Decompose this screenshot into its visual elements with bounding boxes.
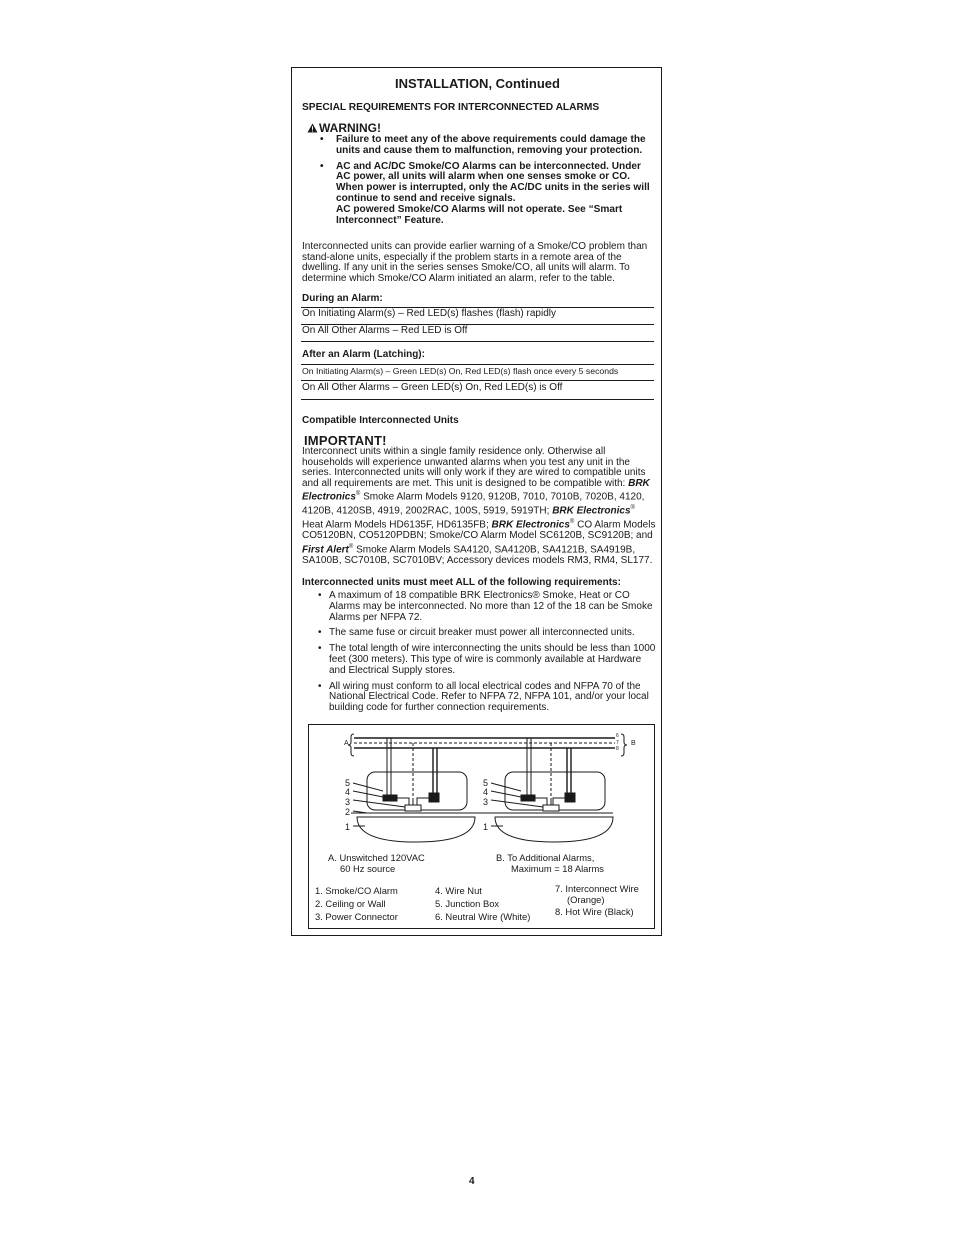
divider xyxy=(301,364,654,365)
during-alarm-row: On Initiating Alarm(s) – Red LED(s) flashes (flash) rapidly xyxy=(302,308,556,319)
divider xyxy=(301,399,654,400)
wire-number: 8 xyxy=(616,746,619,752)
after-alarm-row: On Initiating Alarm(s) – Green LED(s) On, Red LED(s) flash once every 5 seconds xyxy=(302,366,619,376)
page-title: INSTALLATION, Continued xyxy=(395,76,560,91)
callout-number: 4 xyxy=(483,787,489,797)
wiring-diagram xyxy=(308,724,655,929)
callout-number: 5 xyxy=(483,778,489,788)
divider xyxy=(301,341,654,342)
important-label: IMPORTANT! xyxy=(304,433,387,448)
list-item: • The same fuse or circuit breaker must power all interconnected units. xyxy=(318,627,635,639)
callout-number: 2 xyxy=(345,807,351,817)
important-paragraph: Interconnect units within a single family residence only. Otherwise all households will experience unwanted alarms when you test any unit in the series. Interconnected units will only work if they are wired to compatible units and all requirements are met. This unit is designed to be compatible with: BRK Electronics® Smoke Alarm Models 9120, 9120B, 7010, 7010B, 7020B, 4120, 4120B, 4120SB, 4919, 2002RAC, 100S, 5919, 5919TH; BRK Electronics® Heat Alarm Models HD6135F, HD6135FB; BRK Electronics® CO Alarm Models CO5120BN, CO5120PDBN; Smoke/CO Alarm Model SC6120B, SC9120B; and First Alert® Smoke Alarm Models SA4120, SA4120B, SA4121B, SA4919B, SA100B, SC7010B, SC7010BV; Accessory devices models RM3, RM4, SL177. xyxy=(302,446,656,566)
caption-b: B. To Additional Alarms, Maximum = 18 Alarms xyxy=(496,852,604,874)
callout-number: 5 xyxy=(345,778,351,788)
instruction-panel xyxy=(291,67,662,936)
after-alarm-row: On All Other Alarms – Green LED(s) On, Red LED(s) is Off xyxy=(302,382,563,393)
requirements-list xyxy=(318,591,658,719)
warning-bullet: • Failure to meet any of the above requirements could damage the units and cause them to malfunction, removing your protection. xyxy=(320,134,646,156)
legend-column: 1. Smoke/CO Alarm 2. Ceiling or Wall 3. Power Connector xyxy=(315,885,398,922)
legend-column: 7. Interconnect Wire (Orange) 8. Hot Wire (Black) xyxy=(555,883,639,917)
list-item: • A maximum of 18 compatible BRK Electronics® Smoke, Heat or CO Alarms may be interconnected. No more than 12 of the 18 can be Smoke Alarms per NFPA 72. xyxy=(318,590,653,623)
divider xyxy=(301,380,654,381)
list-item: • The total length of wire interconnecting the units should be less than 1000 feet (300 meters). This type of wire is commonly available at Hardware and Electrical Supply stores. xyxy=(318,643,656,676)
caption-a: A. Unswitched 120VAC 60 Hz source xyxy=(328,852,425,874)
intro-paragraph: Interconnected units can provide earlier warning of a Smoke/CO problem than stand-alone units, especially if the problem starts in a remote area of the dwelling. If any unit in the series senses Smoke/CO, all units will alarm. To determine which Smoke/CO Alarm initiated an alarm, refer to the table. xyxy=(302,241,648,284)
callout-number: 1 xyxy=(483,822,489,832)
wiring-diagram-illustration xyxy=(309,725,654,855)
page-number: 4 xyxy=(469,1176,475,1187)
warning-bullet: • AC and AC/DC Smoke/CO Alarms can be interconnected. Under AC power, all units will alarm when one senses smoke or CO. When power is interrupted, only the AC/DC units in the series will continue to send and receive signals. AC powered Smoke/CO Alarms will not operate. See “Smart Interconnect” Feature. xyxy=(320,160,650,226)
list-item: • All wiring must conform to all local electrical codes and NFPA 70 of the National Electrical Code. Refer to NFPA 72, NFPA 101, and/or your local building code for further connection requirements. xyxy=(318,680,649,714)
callout-number: 3 xyxy=(345,797,351,807)
callout-a: A xyxy=(344,740,349,747)
warning-heading xyxy=(307,121,381,135)
wire-number: 6 xyxy=(616,733,619,739)
callout-number: 1 xyxy=(345,822,351,832)
callout-number: 3 xyxy=(483,797,489,807)
warning-bullets xyxy=(320,135,656,226)
requirements-heading: Interconnected units must meet ALL of the following requirements: xyxy=(302,577,621,588)
compatible-heading: Compatible Interconnected Units xyxy=(302,415,459,426)
warning-label: WARNING! xyxy=(319,121,381,135)
during-alarm-row: On All Other Alarms – Red LED is Off xyxy=(302,325,468,336)
callout-b: B xyxy=(631,740,636,747)
callout-number: 4 xyxy=(345,787,351,797)
warning-triangle-icon xyxy=(307,123,318,135)
legend-column: 4. Wire Nut 5. Junction Box 6. Neutral Wire (White) xyxy=(435,885,531,922)
during-alarm-label: During an Alarm: xyxy=(302,293,383,304)
special-requirements-heading: SPECIAL REQUIREMENTS FOR INTERCONNECTED ALARMS xyxy=(302,102,600,113)
after-alarm-label: After an Alarm (Latching): xyxy=(302,349,425,360)
wire-number: 7 xyxy=(616,740,619,746)
